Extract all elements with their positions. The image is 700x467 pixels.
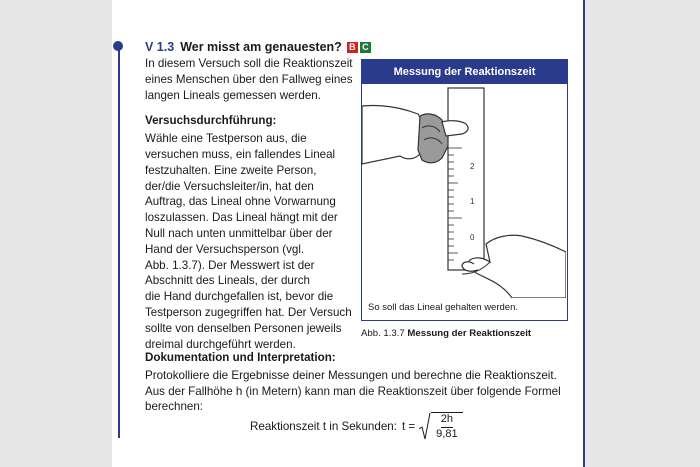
badge-c: C bbox=[360, 42, 371, 53]
figure-note: So soll das Lineal gehalten werden. bbox=[368, 302, 518, 313]
section-number: V 1.3 bbox=[145, 40, 175, 54]
figure-caption bbox=[361, 328, 531, 339]
sqrt-sign-icon bbox=[419, 413, 431, 441]
margin-line bbox=[118, 45, 120, 438]
page-edge-rule bbox=[583, 0, 585, 467]
ruler-hands-illustration bbox=[362, 84, 566, 298]
margin-bullet bbox=[113, 41, 123, 51]
documentation-line: berechnen: bbox=[145, 400, 204, 413]
procedure-line: versuchen muss, ein fallendes Lineal bbox=[145, 148, 336, 161]
procedure-line: festzuhalten. Eine zweite Person, bbox=[145, 164, 317, 177]
figure-header: Messung der Reaktionszeit bbox=[362, 60, 567, 84]
documentation-heading: Dokumentation und Interpretation: bbox=[145, 351, 336, 364]
procedure-line: Null nach unten unmittelbar über der bbox=[145, 227, 333, 240]
figure-box bbox=[361, 59, 568, 321]
ruler-label-0: 0 bbox=[470, 233, 475, 242]
procedure-line: der/die Versuchsleiter/in, hat den bbox=[145, 180, 314, 193]
ruler bbox=[448, 88, 484, 270]
procedure-line: sollte von denselben Personen jeweils bbox=[145, 322, 342, 335]
upper-thumb bbox=[442, 121, 468, 136]
caption-title: Messung der Reaktionszeit bbox=[407, 328, 532, 339]
fraction-numerator: 2h bbox=[441, 413, 453, 428]
procedure-line: die Hand durchgefallen ist, bevor die bbox=[145, 290, 334, 303]
procedure-line: Wähle eine Testperson aus, die bbox=[145, 132, 307, 145]
intro-line: eines Menschen über den Fallweg eines bbox=[145, 73, 353, 86]
documentation-line: Protokolliere die Ergebnisse deiner Messungen und berechne die Reaktionszeit. bbox=[145, 369, 557, 382]
ruler-label-1: 1 bbox=[470, 197, 475, 206]
procedure-line: dreimal durchgeführt werden. bbox=[145, 338, 296, 351]
upper-arm bbox=[362, 105, 425, 164]
formula-label: Reaktionszeit t in Sekunden: bbox=[250, 420, 397, 433]
procedure-line: Abschnitt des Lineals, der durch bbox=[145, 274, 310, 287]
section-title: Wer misst am genauesten? bbox=[180, 40, 342, 54]
sqrt-expression bbox=[419, 412, 462, 441]
fraction bbox=[431, 412, 462, 441]
procedure-line: Abb. 1.3.7). Der Messwert ist der bbox=[145, 259, 315, 272]
procedure-line: Auftrag, das Lineal ohne Vorwarnung bbox=[145, 195, 336, 208]
intro-line: In diesem Versuch soll die Reaktionszeit bbox=[145, 57, 353, 70]
intro-line: langen Lineals gemessen werden. bbox=[145, 89, 321, 102]
formula-lhs: t = bbox=[401, 420, 416, 433]
fraction-denominator: 9,81 bbox=[436, 428, 458, 440]
reaction-time-formula bbox=[250, 412, 463, 441]
section-heading bbox=[145, 40, 371, 54]
documentation-line: Aus der Fallhöhe h (in Metern) kann man die Reaktionszeit über folgende Formel bbox=[145, 385, 561, 398]
procedure-line: loszulassen. Das Lineal hängt mit der bbox=[145, 211, 338, 224]
procedure-line: Hand der Versuchsperson (vgl. bbox=[145, 243, 305, 256]
caption-prefix: Abb. 1.3.7 bbox=[361, 328, 405, 339]
badge-b: B bbox=[347, 42, 358, 53]
procedure-line: Testperson zugegriffen hat. Der Versuch bbox=[145, 306, 352, 319]
procedure-heading: Versuchsdurchführung: bbox=[145, 114, 277, 127]
ruler-label-2: 2 bbox=[470, 162, 475, 171]
